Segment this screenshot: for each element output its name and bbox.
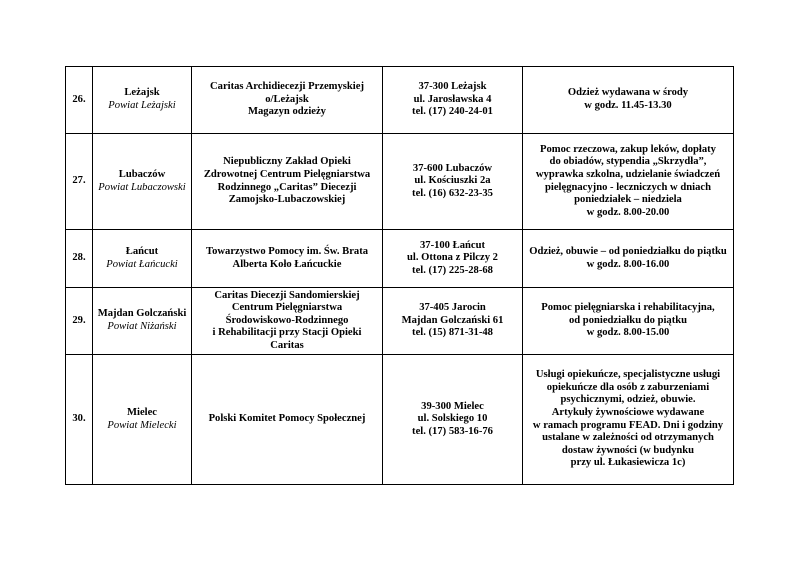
organization-cell bbox=[192, 230, 383, 288]
address-cell bbox=[383, 288, 523, 355]
address-line: tel. (17) 240-24-01 bbox=[412, 106, 493, 118]
address-line: 37-100 Łańcut bbox=[419, 239, 486, 251]
row-number: 27. bbox=[66, 134, 93, 230]
organization-line: Rodzinnego „Caritas” Diecezji bbox=[217, 181, 357, 193]
organization-line: Caritas Diecezji Sandomierskiej bbox=[214, 289, 360, 301]
table-row bbox=[66, 230, 734, 288]
location-cell bbox=[93, 134, 192, 230]
help-cell bbox=[523, 288, 734, 355]
organization-cell bbox=[192, 355, 383, 485]
address-line: 37-600 Lubaczów bbox=[412, 162, 493, 174]
address-cell bbox=[383, 355, 523, 485]
help-line: przy ul. Łukasiewicza 1c) bbox=[570, 457, 686, 469]
organization-line: Niepubliczny Zakład Opieki bbox=[223, 156, 351, 168]
location-cell bbox=[93, 67, 192, 134]
address-cell bbox=[383, 67, 523, 134]
help-line: opiekuńcze dla osób z zaburzeniami bbox=[546, 381, 710, 393]
city-name: Mielec bbox=[127, 406, 157, 418]
organization-line: o/Leżajsk bbox=[265, 93, 309, 105]
help-line: dostaw żywności (w budynku bbox=[561, 444, 695, 456]
city-name: Leżajsk bbox=[124, 87, 160, 99]
organization-line: Zamojsko-Lubaczowskiej bbox=[228, 194, 346, 206]
location-cell bbox=[93, 288, 192, 355]
city-name: Łańcut bbox=[125, 245, 159, 257]
help-line: Usługi opiekuńcze, specjalistyczne usługi bbox=[535, 369, 721, 381]
organization-line: Magazyn odzieży bbox=[248, 106, 326, 118]
address-cell bbox=[383, 230, 523, 288]
address-line: ul. Ottona z Pilczy 2 bbox=[407, 252, 498, 264]
help-line: w godz. 8.00-16.00 bbox=[586, 258, 670, 270]
table-row bbox=[66, 67, 734, 134]
help-line: w godz. 11.45-13.30 bbox=[584, 100, 672, 111]
row-number: 26. bbox=[66, 67, 93, 134]
help-line: psychicznymi, odzież, obuwie. bbox=[560, 394, 696, 406]
county-name: Powiat Niżański bbox=[107, 321, 177, 332]
help-line: wyprawka szkolna, udzielanie świadczeń bbox=[535, 168, 721, 180]
address-line: tel. (15) 871-31-48 bbox=[412, 327, 493, 339]
organization-cell bbox=[192, 134, 383, 230]
help-cell bbox=[523, 67, 734, 134]
organization-line: Caritas bbox=[270, 339, 304, 351]
table-row bbox=[66, 355, 734, 485]
help-line: Pomoc pielęgniarska i rehabilitacyjna, bbox=[541, 302, 715, 314]
location-cell bbox=[93, 355, 192, 485]
help-line: ustalane w zależności od otrzymanych bbox=[542, 432, 714, 444]
row-number: 29. bbox=[66, 288, 93, 355]
organization-line: Centrum Pielęgniarstwa bbox=[231, 302, 343, 314]
address-line: ul. Jarosławska 4 bbox=[413, 93, 492, 105]
row-number: 28. bbox=[66, 230, 93, 288]
organization-line: i Rehabilitacji przy Stacji Opieki bbox=[212, 327, 362, 339]
location-cell bbox=[93, 230, 192, 288]
row-number: 30. bbox=[66, 355, 93, 485]
organization-cell bbox=[192, 288, 383, 355]
address-line: 37-405 Jarocin bbox=[419, 302, 486, 314]
county-name: Powiat Mielecki bbox=[107, 419, 177, 431]
help-line: od poniedziałku do piątku bbox=[568, 314, 688, 326]
county-name: Powiat Lubaczowski bbox=[98, 181, 186, 193]
address-line: tel. (17) 225-28-68 bbox=[412, 264, 493, 276]
county-name: Powiat Łańcucki bbox=[106, 258, 178, 270]
help-line: Odzież wydawana w środy bbox=[567, 87, 689, 99]
help-cell bbox=[523, 355, 734, 485]
help-cell bbox=[523, 134, 734, 230]
help-line: poniedziałek – niedziela bbox=[574, 194, 682, 206]
organization-line: Polski Komitet Pomocy Społecznej bbox=[208, 413, 366, 425]
help-line: Artykuły żywnościowe wydawane bbox=[551, 406, 705, 418]
organization-line: Zdrowotnej Centrum Pielęgniarstwa bbox=[203, 168, 371, 180]
address-line: tel. (17) 583-16-76 bbox=[412, 425, 493, 437]
table-row bbox=[66, 134, 734, 230]
organization-cell bbox=[192, 67, 383, 134]
address-line: ul. Solskiego 10 bbox=[417, 413, 488, 425]
county-name: Powiat Leżajski bbox=[108, 100, 176, 111]
help-line: Odzież, obuwie – od poniedziałku do piątku bbox=[529, 245, 727, 257]
help-line: pielęgnacyjno - leczniczych w dniach bbox=[545, 181, 711, 193]
table-row bbox=[66, 288, 734, 355]
help-line: w godz. 8.00-15.00 bbox=[586, 327, 670, 339]
help-line: Pomoc rzeczowa, zakup leków, dopłaty bbox=[540, 143, 716, 155]
address-line: Majdan Golczański 61 bbox=[401, 314, 504, 326]
organization-line: Towarzystwo Pomocy im. Św. Brata bbox=[205, 245, 369, 257]
help-line: do obiadów, stypendia „Skrzydła”, bbox=[549, 156, 707, 168]
help-cell bbox=[523, 230, 734, 288]
address-line: tel. (16) 632-23-35 bbox=[412, 187, 493, 199]
organization-line: Alberta Koło Łańcuckie bbox=[232, 258, 342, 270]
organization-line: Caritas Archidiecezji Przemyskiej bbox=[210, 81, 364, 93]
help-line: w ramach programu FEAD. Dni i godziny bbox=[532, 419, 724, 431]
address-line: 39-300 Mielec bbox=[421, 400, 484, 412]
organization-line: Środowiskowo-Rodzinnego bbox=[225, 314, 349, 326]
help-line: w godz. 8.00-20.00 bbox=[586, 206, 670, 218]
aid-organizations-table bbox=[65, 66, 734, 485]
address-cell bbox=[383, 134, 523, 230]
city-name: Lubaczów bbox=[118, 168, 166, 180]
address-line: ul. Kościuszki 2a bbox=[414, 175, 491, 187]
address-line: 37-300 Leżajsk bbox=[418, 81, 487, 93]
city-name: Majdan Golczański bbox=[97, 308, 187, 320]
